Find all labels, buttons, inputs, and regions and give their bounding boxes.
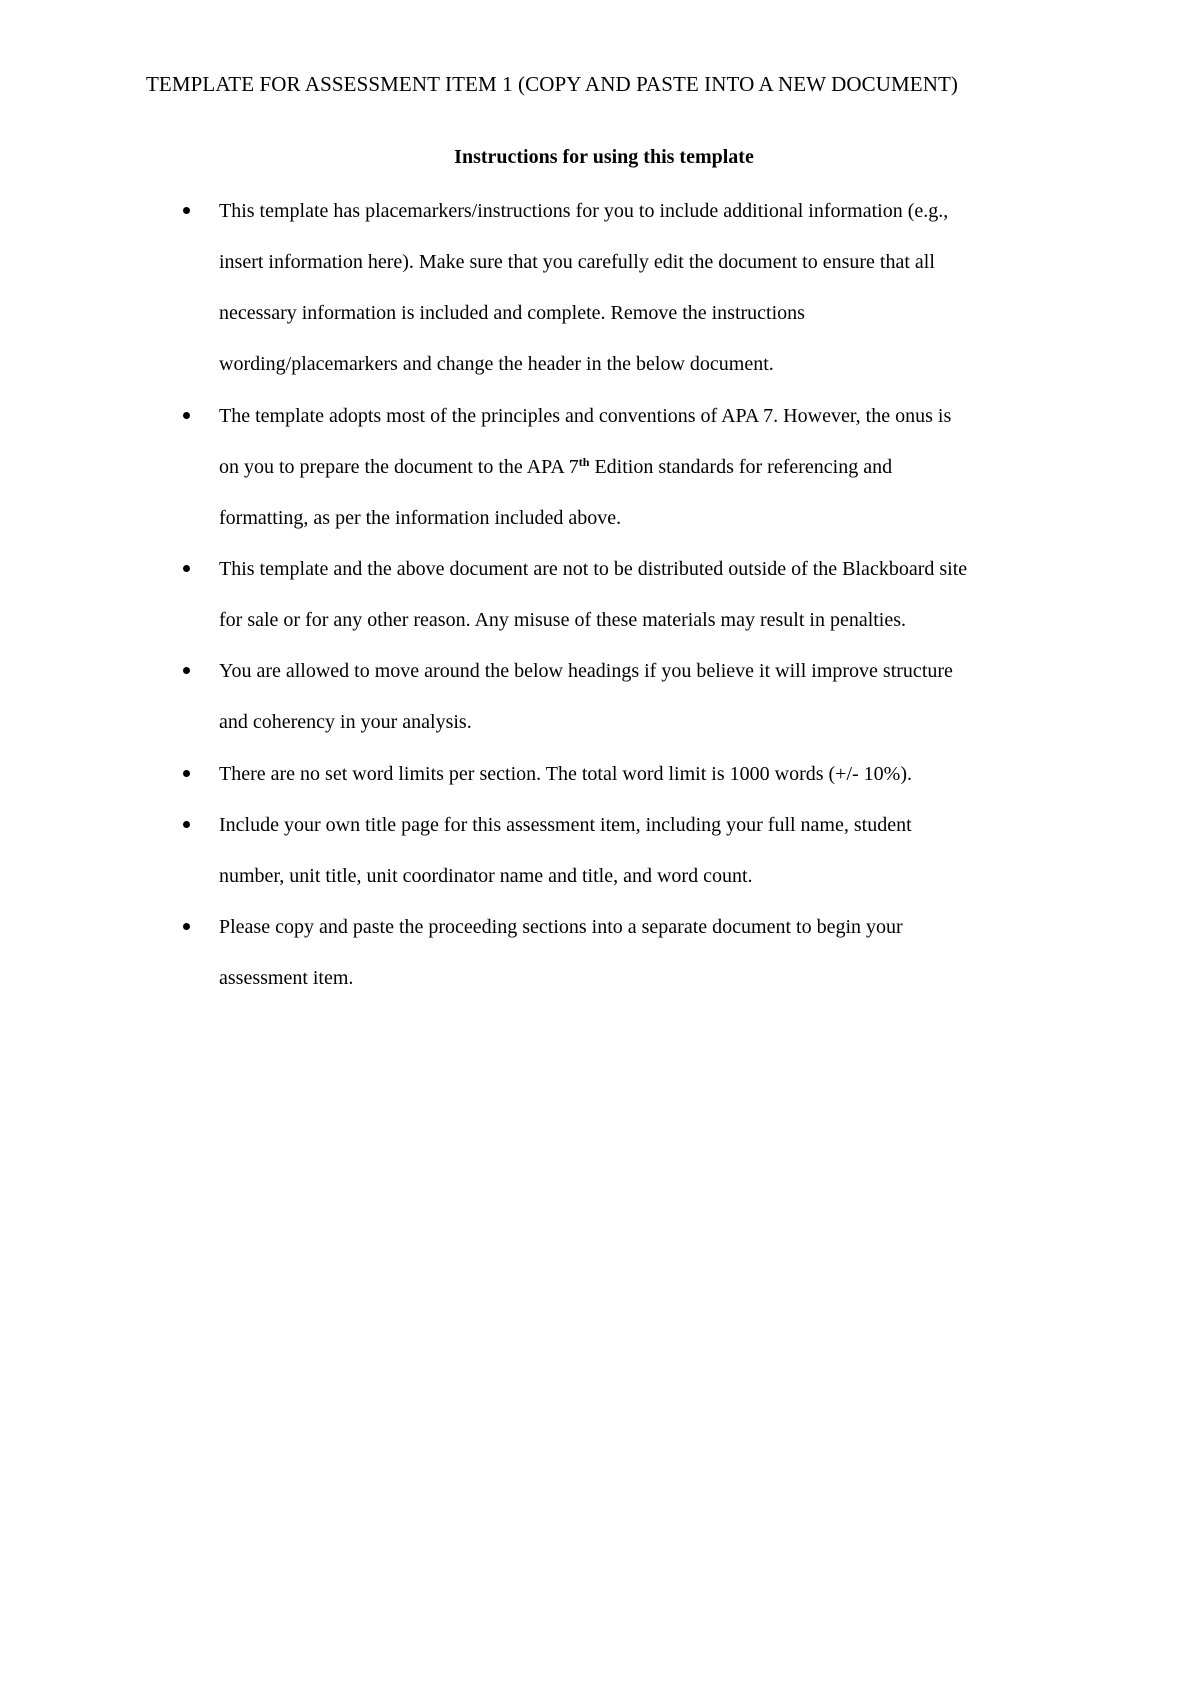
list-item-line: Please copy and paste the proceeding sections into a separate document to begin your — [219, 916, 903, 938]
instructions-heading: Instructions for using this template — [454, 146, 754, 168]
list-item-line: The template adopts most of the principles and conventions of APA 7. However, the onus is — [219, 405, 952, 427]
list-item-line: assessment item. — [219, 967, 354, 989]
page-header: TEMPLATE FOR ASSESSMENT ITEM 1 (COPY AND PASTE INTO A NEW DOCUMENT) — [146, 72, 958, 96]
list-item-line: formatting, as per the information included above. — [219, 507, 622, 529]
list-item-line-with-superscript — [219, 453, 892, 481]
bullet-icon — [183, 923, 190, 930]
bullet-icon — [183, 770, 190, 777]
bullet-icon — [183, 667, 190, 674]
list-item-line: necessary information is included and complete. Remove the instructions — [219, 302, 805, 324]
list-item-line: There are no set word limits per section. The total word limit is 1000 words (+/- 10%). — [219, 763, 912, 785]
bullet-icon — [183, 821, 190, 828]
list-item-line: wording/placemarkers and change the header in the below document. — [219, 353, 774, 375]
list-item-line: You are allowed to move around the below headings if you believe it will improve structure — [219, 660, 953, 682]
bullet-icon — [183, 565, 190, 572]
list-item-line: Include your own title page for this assessment item, including your full name, student — [219, 814, 912, 836]
list-item-line: insert information here). Make sure that you carefully edit the document to ensure that all — [219, 251, 935, 273]
list-item-line: number, unit title, unit coordinator name and title, and word count. — [219, 865, 753, 887]
list-item-line: and coherency in your analysis. — [219, 711, 472, 733]
list-item-line-end: Edition standards for referencing and — [589, 456, 893, 478]
list-item-line: This template has placemarkers/instructions for you to include additional information (e.g., — [219, 200, 949, 222]
bullet-icon — [183, 207, 190, 214]
superscript-text: th — [578, 455, 590, 469]
list-item-line: for sale or for any other reason. Any misuse of these materials may result in penalties. — [219, 609, 907, 631]
list-item-line: This template and the above document are not to be distributed outside of the Blackboard site — [219, 558, 968, 580]
list-item-line-start: on you to prepare the document to the APA 7 — [219, 456, 579, 478]
bullet-icon — [183, 412, 190, 419]
